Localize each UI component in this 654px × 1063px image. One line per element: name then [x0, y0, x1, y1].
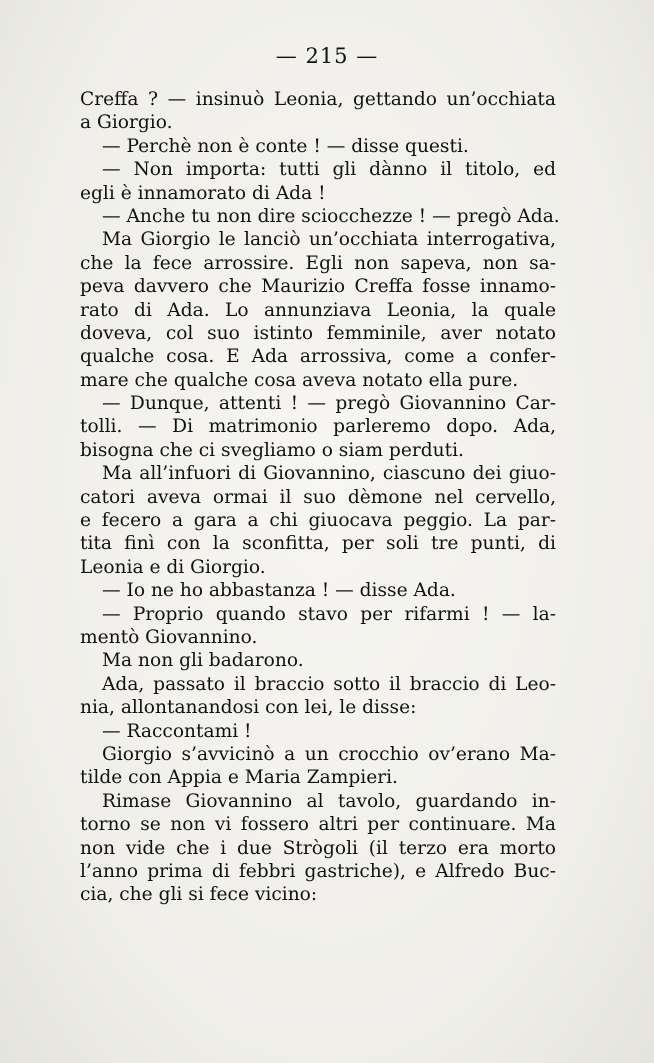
text-line: che la fece arrossire. Egli non sapeva, non sa-: [80, 252, 556, 274]
page-text: [80, 88, 560, 907]
text-line: non vide che i due Strògoli (il terzo era morto: [80, 837, 556, 859]
text-line: mentò Giovannino.: [80, 626, 258, 648]
page-number: — 215 —: [275, 44, 379, 68]
text-line: — Perchè non è conte ! — disse questi.: [102, 135, 469, 157]
text-line: tita finì con la sconfitta, per soli tre punti, di: [80, 533, 556, 555]
text-line: Ma non gli badarono.: [102, 650, 304, 672]
text-line: Leonia e di Giorgio.: [80, 556, 266, 578]
text-line: e fecero a gara a chi giuocava peggio. La par-: [80, 510, 556, 532]
text-line: tolli. — Di matrimonio parleremo dopo. Ada,: [80, 416, 556, 438]
text-line: Creffa ? — insinuò Leonia, gettando un’occhiata: [80, 89, 556, 110]
text-line: nia, allontanandosi con lei, le disse:: [80, 697, 417, 719]
text-line: — Io ne ho abbastanza ! — disse Ada.: [102, 580, 456, 602]
text-line: peva davvero che Maurizio Creffa fosse innamo-: [80, 276, 556, 298]
text-line: cia, che gli si fece vicino:: [80, 884, 318, 906]
text-line: qualche cosa. E Ada arrossiva, come a confer-: [80, 346, 556, 368]
text-line: mare che qualche cosa aveva notato ella pure.: [80, 369, 519, 391]
text-line: Ma Giorgio le lanciò un’occhiata interrogativa,: [102, 229, 556, 251]
text-line: doveva, col suo istinto femminile, aver notato: [80, 322, 556, 344]
text-line: — Raccontami !: [102, 720, 252, 742]
text-line: rato di Ada. Lo annunziava Leonia, la quale: [80, 299, 556, 321]
text-line: bisogna che ci svegliamo o siam perduti.: [80, 439, 464, 461]
text-line: Ma all’infuori di Giovannino, ciascuno dei giuo-: [102, 463, 556, 485]
text-line: l’anno prima di febbri gastriche), e Alfredo Buc-: [80, 860, 556, 882]
text-line: egli è innamorato di Ada !: [80, 182, 326, 204]
text-line: catori aveva ormai il suo dèmone nel cervello,: [80, 486, 556, 508]
text-line: Ada, passato il braccio sotto il braccio di Leo-: [102, 673, 556, 695]
text-line: — Proprio quando stavo per rifarmi ! — la-: [102, 603, 556, 625]
text-line: Giorgio s’avvicinò a un crocchio ov’erano Ma-: [102, 743, 556, 765]
text-line: — Anche tu non dire sciocchezze ! — pregò Ada.: [102, 205, 560, 227]
text-line: tilde con Appia e Maria Zampieri.: [80, 767, 398, 789]
text-line: torno se non vi fossero altri per continuare. Ma: [80, 814, 556, 836]
text-line: — Non importa: tutti gli dànno il titolo, ed: [102, 159, 556, 181]
text-line: — Dunque, attenti ! — pregò Giovannino Car-: [102, 393, 556, 415]
text-line: Rimase Giovannino al tavolo, guardando in-: [102, 790, 556, 812]
text-line: a Giorgio.: [80, 112, 173, 134]
